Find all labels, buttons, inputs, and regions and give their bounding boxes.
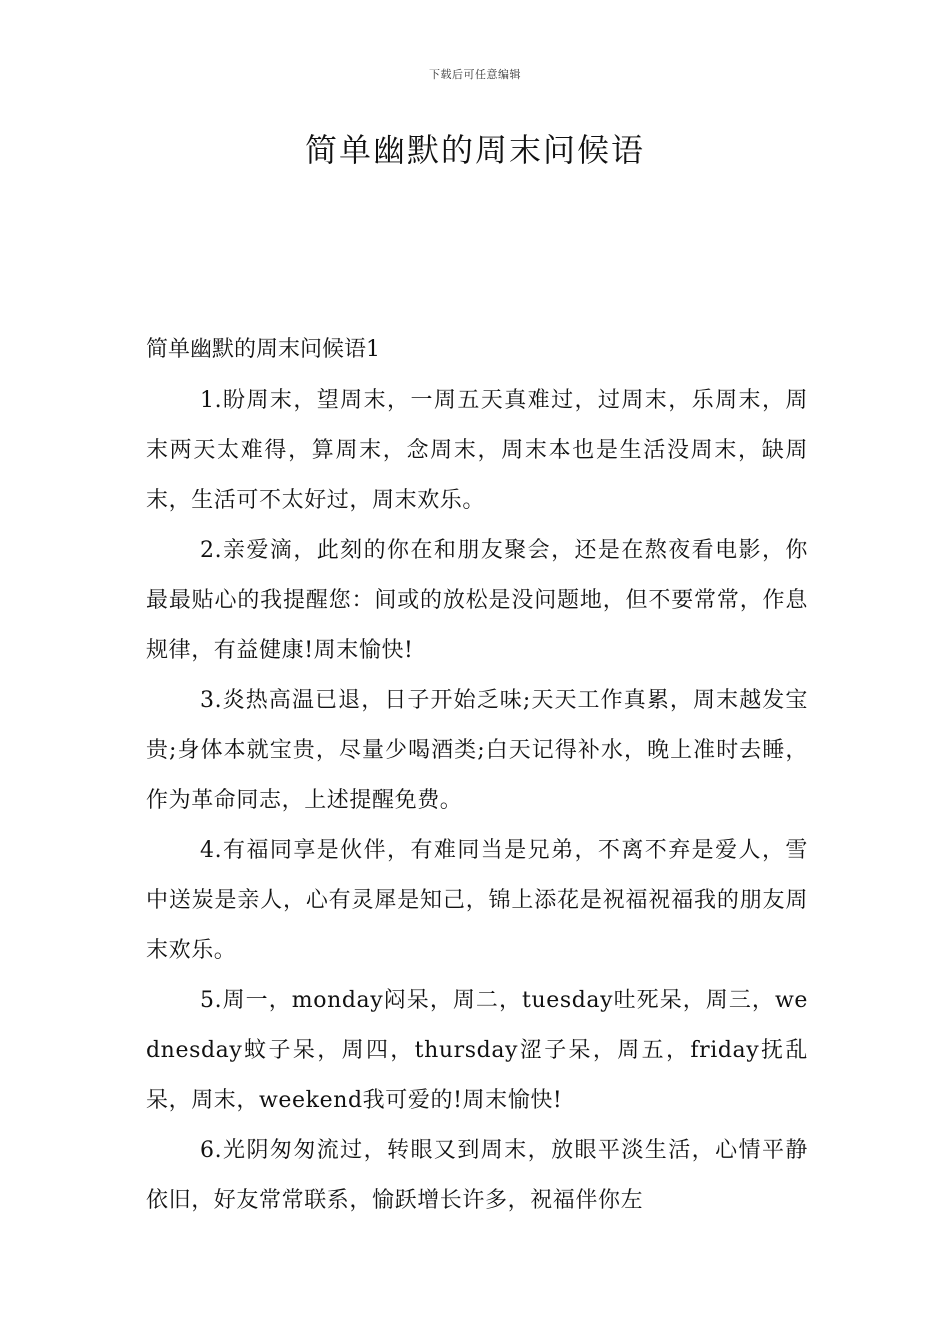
- paragraph-6: 6.光阴匆匆流过，转眼又到周末，放眼平淡生活，心情平静依旧，好友常常联系，愉跃增长许多，祝福伴你左: [146, 1138, 808, 1213]
- document-title: 简单幽默的周末问候语: [304, 131, 645, 169]
- paragraph-2: 2.亲爱滴，此刻的你在和朋友聚会，还是在熬夜看电影，你最最贴心的我提醒您：间或的放松是没问题地，但不要常常，作息规律，有益健康!周末愉快!: [146, 538, 808, 663]
- paragraph-5: 5.周一，monday闷呆，周二，tuesday吐死呆，周三，wednesday蚊子呆，周四，thursday涩子呆，周五，friday抚乱呆，周末，weekend我可爱的!周末愉快!: [146, 988, 808, 1113]
- section-heading: 简单幽默的周末问候语1: [146, 337, 380, 362]
- paragraph-1: 1.盼周末，望周末，一周五天真难过，过周末，乐周末，周末两天太难得，算周末，念周末，周末本也是生活没周末，缺周末，生活可不太好过，周末欢乐。: [146, 388, 808, 513]
- header-note: 下载后可任意编辑: [429, 68, 521, 81]
- paragraph-4: 4.有福同享是伙伴，有难同当是兄弟，不离不弃是爱人，雪中送炭是亲人，心有灵犀是知己，锦上添花是祝福祝福我的朋友周末欢乐。: [146, 838, 808, 963]
- paragraph-3: 3.炎热高温已退，日子开始乏味;天天工作真累，周末越发宝贵;身体本就宝贵，尽量少喝酒类;白天记得补水，晚上准时去睡，作为革命同志，上述提醒免费。: [146, 688, 808, 813]
- document-body: [146, 330, 808, 1226]
